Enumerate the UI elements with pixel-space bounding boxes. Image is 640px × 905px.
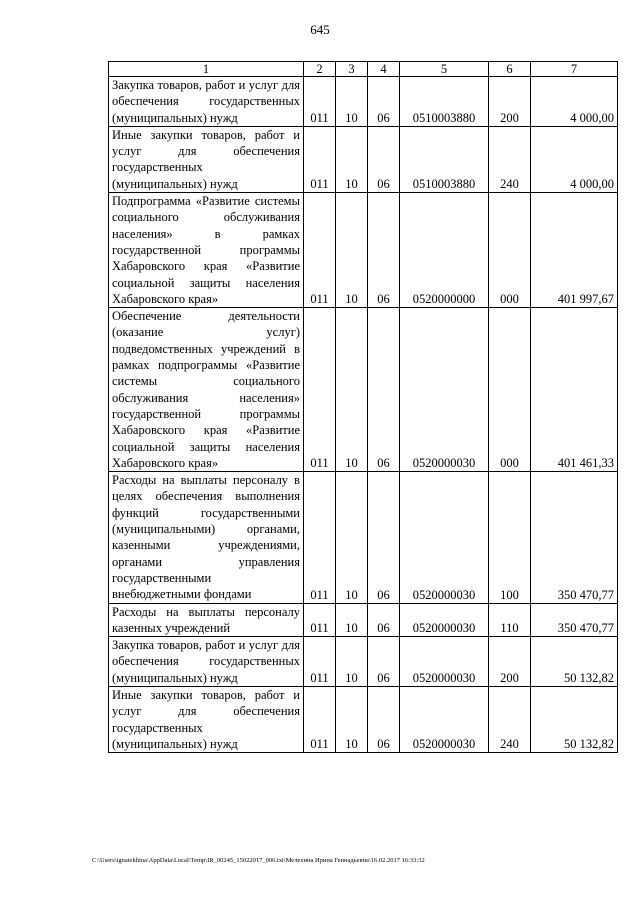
amount: 50 132,82 [531,686,618,752]
subsection-code: 06 [368,472,400,603]
subsection-code: 06 [368,77,400,127]
ministry-code: 011 [304,193,336,308]
section-code: 10 [336,77,368,127]
expense-type-code: 240 [489,126,531,192]
amount: 350 470,77 [531,603,618,637]
target-article-code: 0520000030 [400,686,489,752]
file-path-footer: C:\Users\ignatekhina\AppData\Local\Temp\IR_00245_15022017_006.txt\Мелехина Ирина Геннадьевна\16.02.2017 16:33:32 [92,857,425,864]
column-header: 5 [400,62,489,77]
target-article-code: 0520000030 [400,308,489,472]
expense-type-code: 200 [489,77,531,127]
column-header: 6 [489,62,531,77]
column-header: 4 [368,62,400,77]
subsection-code: 06 [368,637,400,687]
header-row [109,62,618,77]
section-code: 10 [336,603,368,637]
row-name: Иные закупки товаров, работ и услуг для обеспечения государственных (муниципальных) нужд [109,686,304,752]
section-code: 10 [336,126,368,192]
section-code: 10 [336,193,368,308]
row-name: Закупка товаров, работ и услуг для обеспечения государственных (муниципальных) нужд [109,637,304,687]
row-name: Подпрограмма «Развитие системы социального обслуживания населения» в рамках государственной программы Хабаровского края «Развитие социальной защиты населения Хабаровского края» [109,193,304,308]
budget-table [108,61,618,753]
ministry-code: 011 [304,603,336,637]
expense-type-code: 110 [489,603,531,637]
ministry-code: 011 [304,77,336,127]
ministry-code: 011 [304,472,336,603]
target-article-code: 0520000030 [400,637,489,687]
ministry-code: 011 [304,686,336,752]
row-name: Закупка товаров, работ и услуг для обеспечения государственных (муниципальных) нужд [109,77,304,127]
row-name: Расходы на выплаты персоналу казенных учреждений [109,603,304,637]
ministry-code: 011 [304,637,336,687]
section-code: 10 [336,637,368,687]
target-article-code: 0520000030 [400,472,489,603]
section-code: 10 [336,686,368,752]
expense-type-code: 200 [489,637,531,687]
subsection-code: 06 [368,603,400,637]
amount: 50 132,82 [531,637,618,687]
page-number: 645 [310,22,330,37]
table-row [109,603,618,637]
target-article-code: 0510003880 [400,77,489,127]
subsection-code: 06 [368,126,400,192]
table-row [109,308,618,472]
column-header: 2 [304,62,336,77]
row-name: Расходы на выплаты персоналу в целях обеспечения выполнения функций государственными (муниципальными) органами, казенными учреждениями, органами управления государственными внебюджетными фондами [109,472,304,603]
target-article-code: 0520000030 [400,603,489,637]
table-row [109,77,618,127]
section-code: 10 [336,308,368,472]
subsection-code: 06 [368,193,400,308]
section-code: 10 [336,472,368,603]
table-row [109,126,618,192]
row-name: Обеспечение деятельности (оказание услуг) подведомственных учреждений в рамках подпрограммы «Развитие системы социального обслуживания населения» государственной программы Хабаровского края «Развитие социальной защиты населения Хабаровского края» [109,308,304,472]
column-header: 3 [336,62,368,77]
expense-type-code: 100 [489,472,531,603]
subsection-code: 06 [368,308,400,472]
target-article-code: 0510003880 [400,126,489,192]
amount: 401 461,33 [531,308,618,472]
ministry-code: 011 [304,308,336,472]
column-header: 1 [109,62,304,77]
column-header: 7 [531,62,618,77]
ministry-code: 011 [304,126,336,192]
table-row [109,637,618,687]
table-row [109,472,618,603]
subsection-code: 06 [368,686,400,752]
target-article-code: 0520000000 [400,193,489,308]
amount: 4 000,00 [531,77,618,127]
table-row [109,686,618,752]
expense-type-code: 240 [489,686,531,752]
amount: 350 470,77 [531,472,618,603]
expense-type-code: 000 [489,308,531,472]
row-name: Иные закупки товаров, работ и услуг для обеспечения государственных (муниципальных) нужд [109,126,304,192]
amount: 401 997,67 [531,193,618,308]
table-row [109,193,618,308]
amount: 4 000,00 [531,126,618,192]
expense-type-code: 000 [489,193,531,308]
